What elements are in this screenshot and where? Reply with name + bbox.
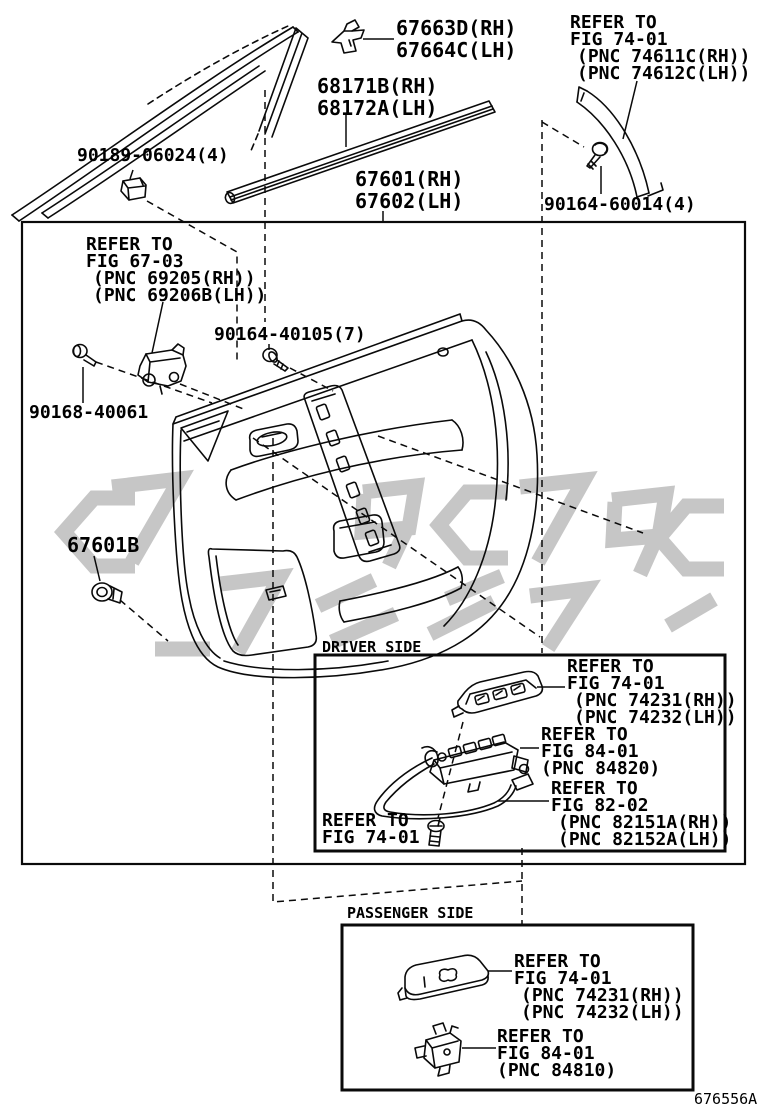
label-pillar-screw: 90164-60014(4) [544, 194, 696, 215]
label-belt-moulding: 68171B(RH) 68172A(LH) [317, 74, 438, 120]
check-pin-part [73, 345, 96, 367]
pillar-trim-part [577, 87, 663, 197]
label-driver-harness-refer: REFER TO FIG 82-02 (PNC 82151A(RH)) (PNC 82152A(LH)) [551, 778, 732, 850]
figure-code: 676556A [694, 1090, 758, 1108]
driver-switch-bezel [452, 672, 542, 718]
label-driver-bezel-refer: REFER TO FIG 74-01 (PNC 74231(RH)) (PNC 74232(LH)) [567, 656, 737, 728]
driver-screw-part [428, 821, 444, 847]
pillar-screw-part [587, 143, 608, 170]
trim-clip-part [92, 583, 122, 603]
label-door-trim: 67601(RH) 67602(LH) [355, 167, 464, 213]
frame-clip-part [121, 178, 146, 200]
passenger-switch [415, 1023, 461, 1076]
label-check-pin: 90168-40061 [29, 402, 149, 423]
passenger-switch-bezel [398, 955, 488, 1000]
watermark-logo [64, 479, 724, 652]
corner-garnish-bracket [332, 20, 364, 53]
label-driver-screw-refer: REFER TO FIG 74-01 [322, 810, 420, 848]
trim-screw-part [263, 349, 288, 372]
label-check-refer: REFER TO FIG 67-03 (PNC 69205(RH)) (PNC 69206B(LH)) [86, 234, 267, 306]
label-pass-bezel-refer: REFER TO FIG 74-01 (PNC 74231(RH)) (PNC 74232(LH)) [514, 951, 684, 1023]
passenger-side-title: PASSENGER SIDE [347, 904, 474, 922]
label-driver-switch-refer: REFER TO FIG 84-01 (PNC 84820) [541, 724, 661, 779]
label-trim-clip: 67601B [67, 533, 140, 557]
label-frame-clip: 90189-06024(4) [77, 145, 229, 166]
driver-side-title: DRIVER SIDE [322, 638, 422, 656]
label-pillar-refer: REFER TO FIG 74-01 (PNC 74611C(RH)) (PNC 74612C(LH)) [570, 12, 751, 84]
label-trim-screw: 90164-40105(7) [214, 324, 366, 345]
label-pass-switch-refer: REFER TO FIG 84-01 (PNC 84810) [497, 1026, 617, 1081]
door-check-bracket [138, 344, 186, 394]
label-corner-garnish: 67663D(RH) 67664C(LH) [396, 16, 517, 62]
